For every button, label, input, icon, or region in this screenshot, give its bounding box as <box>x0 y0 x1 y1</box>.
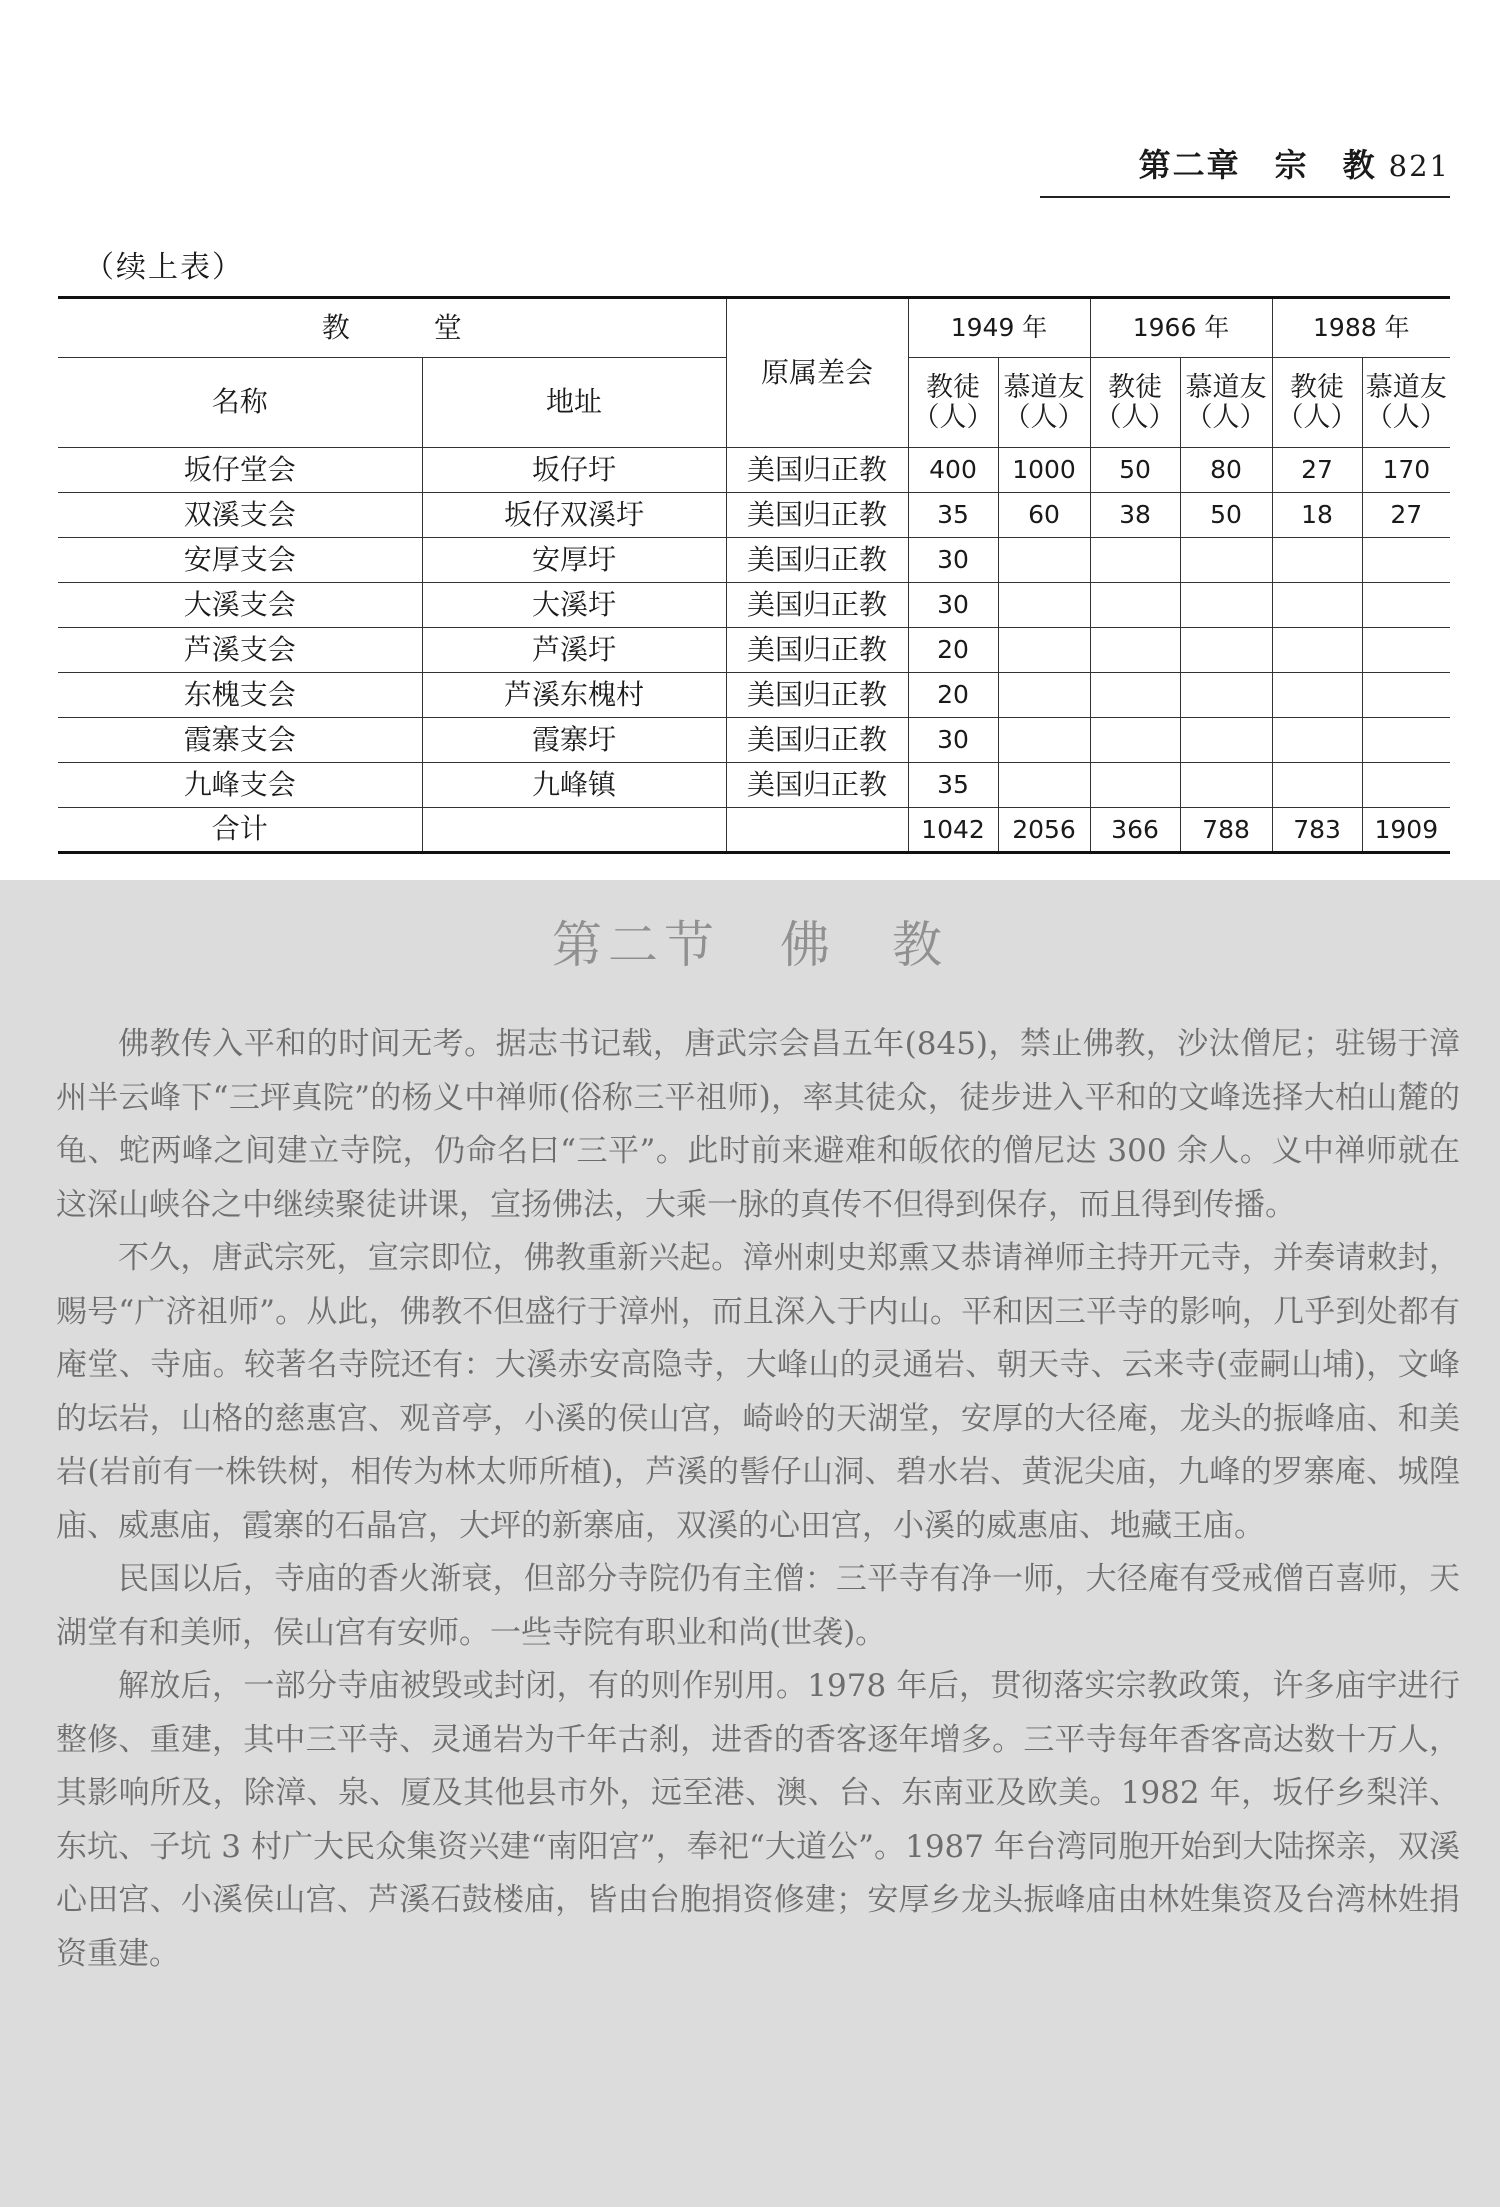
address-cell: 霞寨圩 <box>422 718 726 763</box>
address-cell: 坂仔圩 <box>422 448 726 493</box>
value-cell: 20 <box>908 628 998 673</box>
church-statistics-table <box>58 296 1450 854</box>
address-header: 地址 <box>422 358 726 448</box>
value-cell: 35 <box>908 493 998 538</box>
name-cell: 九峰支会 <box>58 763 422 808</box>
value-cell: 30 <box>908 718 998 763</box>
paragraph: 佛教传入平和的时间无考。据志书记载，唐武宗会昌五年(845)，禁止佛教，沙汰僧尼；驻锡于漳州半云峰下“三坪真院”的杨义中禅师(俗称三平祖师)，率其徒众，徒步进入平和的文峰选择大柏山麓的龟、蛇两峰之间建立寺院，仍命名曰“三平”。此时前来避难和皈依的僧尼达 300 余人。义中禅师就在这深山峡谷之中继续聚徒讲课，宣扬佛法，大乘一脉的真传不但得到保存，而且得到传播。 <box>56 1026 1460 1223</box>
believers-header: 教徒（人） <box>908 358 998 448</box>
value-cell: 20 <box>908 673 998 718</box>
value-cell <box>998 763 1090 808</box>
value-cell <box>1090 583 1180 628</box>
value-cell <box>1272 718 1362 763</box>
believers-header: 教徒（人） <box>1272 358 1362 448</box>
address-cell: 九峰镇 <box>422 763 726 808</box>
name-cell: 合计 <box>58 808 422 853</box>
value-cell <box>1180 763 1272 808</box>
paragraph: 解放后，一部分寺庙被毁或封闭，有的则作别用。1978 年后，贯彻落实宗教政策，许多庙宇进行整修、重建，其中三平寺、灵通岩为千年古刹，进香的香客逐年增多。三平寺每年香客高达数十万人，其影响所及，除漳、泉、厦及其他县市外，远至港、澳、台、东南亚及欧美。1982 年，坂仔乡梨洋、东坑、子坑 3 村广大民众集资兴建“南阳宫”，奉祀“大道公”。1987 年台湾同胞开始到大陆探亲，双溪心田宫、小溪侯山宫、芦溪石鼓楼庙，皆由台胞捐资修建；安厚乡龙头振峰庙由林姓集资及台湾林姓捐资重建。 <box>56 1668 1460 1972</box>
value-cell: 80 <box>1180 448 1272 493</box>
name-header: 名称 <box>58 358 422 448</box>
value-cell <box>998 718 1090 763</box>
mission-cell: 美国归正教 <box>726 538 908 583</box>
value-cell: 1000 <box>998 448 1090 493</box>
mission-cell: 美国归正教 <box>726 493 908 538</box>
table-row <box>58 493 1450 538</box>
value-cell: 50 <box>1180 493 1272 538</box>
year-header-1988: 1988 年 <box>1272 298 1450 358</box>
seekers-header: 慕道友（人） <box>998 358 1090 448</box>
mission-header: 原属差会 <box>726 298 908 448</box>
table-row <box>58 673 1450 718</box>
value-cell <box>998 583 1090 628</box>
year-header-1949: 1949 年 <box>908 298 1090 358</box>
value-cell: 30 <box>908 538 998 583</box>
value-cell: 50 <box>1090 448 1180 493</box>
value-cell: 27 <box>1272 448 1362 493</box>
value-cell: 30 <box>908 583 998 628</box>
address-cell: 芦溪圩 <box>422 628 726 673</box>
name-cell: 东槐支会 <box>58 673 422 718</box>
value-cell <box>998 628 1090 673</box>
value-cell: 366 <box>1090 808 1180 853</box>
believers-header: 教徒（人） <box>1090 358 1180 448</box>
name-cell: 大溪支会 <box>58 583 422 628</box>
value-cell <box>1272 673 1362 718</box>
mission-cell: 美国归正教 <box>726 628 908 673</box>
value-cell: 60 <box>998 493 1090 538</box>
value-cell <box>1272 538 1362 583</box>
page-number: 821 <box>1388 149 1450 183</box>
value-cell <box>1362 763 1450 808</box>
value-cell: 18 <box>1272 493 1362 538</box>
value-cell <box>1180 628 1272 673</box>
value-cell: 788 <box>1180 808 1272 853</box>
chapter-title: 第二章 宗 教 <box>1138 146 1377 184</box>
seekers-header: 慕道友（人） <box>1362 358 1450 448</box>
address-cell: 安厚圩 <box>422 538 726 583</box>
table-row <box>58 628 1450 673</box>
value-cell: 400 <box>908 448 998 493</box>
section-number: 第二节 <box>552 916 720 974</box>
total-row <box>58 808 1450 853</box>
name-cell: 安厚支会 <box>58 538 422 583</box>
paragraph: 不久，唐武宗死，宣宗即位，佛教重新兴起。漳州刺史郑熏又恭请禅师主持开元寺，并奏请敕封，赐号“广济祖师”。从此，佛教不但盛行于漳州，而且深入于内山。平和因三平寺的影响，几乎到处都有庵堂、寺庙。较著名寺院还有：大溪赤安高隐寺，大峰山的灵通岩、朝天寺、云来寺(壶嗣山埔)，文峰的坛岩，山格的慈惠宫、观音亭，小溪的侯山宫，崎岭的天湖堂，安厚的大径庵，龙头的振峰庙、和美岩(岩前有一株铁树，相传为林太师所植)，芦溪的髻仔山洞、碧水岩、黄泥尖庙，九峰的罗寨庵、城隍庙、威惠庙，霞寨的石晶宫，大坪的新寨庙，双溪的心田宫，小溪的威惠庙、地藏王庙。 <box>56 1240 1460 1544</box>
name-cell: 坂仔堂会 <box>58 448 422 493</box>
value-cell <box>1180 718 1272 763</box>
section-name: 佛 教 <box>780 916 948 974</box>
value-cell: 1042 <box>908 808 998 853</box>
address-cell: 芦溪东槐村 <box>422 673 726 718</box>
running-header <box>1040 140 1450 198</box>
name-cell: 霞寨支会 <box>58 718 422 763</box>
value-cell <box>1090 718 1180 763</box>
year-header-1966: 1966 年 <box>1090 298 1272 358</box>
value-cell <box>1272 763 1362 808</box>
value-cell <box>1090 538 1180 583</box>
paragraph: 民国以后，寺庙的香火渐衰，但部分寺院仍有主僧：三平寺有净一师，大径庵有受戒僧百喜师，天湖堂有和美师，侯山宫有安师。一些寺院有职业和尚(世袭)。 <box>56 1561 1460 1651</box>
seekers-header: 慕道友（人） <box>1180 358 1272 448</box>
church-group-header: 教 堂 <box>58 298 726 358</box>
value-cell <box>1272 583 1362 628</box>
value-cell: 35 <box>908 763 998 808</box>
value-cell <box>1090 628 1180 673</box>
name-cell: 双溪支会 <box>58 493 422 538</box>
name-cell: 芦溪支会 <box>58 628 422 673</box>
value-cell <box>1272 628 1362 673</box>
value-cell: 27 <box>1362 493 1450 538</box>
mission-cell: 美国归正教 <box>726 673 908 718</box>
table-row <box>58 538 1450 583</box>
value-cell: 170 <box>1362 448 1450 493</box>
continued-label: （续上表） <box>84 250 244 285</box>
section-body <box>56 1018 1460 1981</box>
value-cell <box>998 538 1090 583</box>
table-row <box>58 763 1450 808</box>
table-row <box>58 448 1450 493</box>
address-cell: 坂仔双溪圩 <box>422 493 726 538</box>
section-title <box>0 905 1500 977</box>
value-cell <box>1362 538 1450 583</box>
value-cell <box>1362 718 1450 763</box>
address-cell: 大溪圩 <box>422 583 726 628</box>
value-cell: 1909 <box>1362 808 1450 853</box>
value-cell <box>1180 673 1272 718</box>
mission-cell <box>726 808 908 853</box>
value-cell <box>1180 538 1272 583</box>
mission-cell: 美国归正教 <box>726 718 908 763</box>
value-cell <box>1180 583 1272 628</box>
value-cell <box>1362 628 1450 673</box>
value-cell <box>1362 583 1450 628</box>
mission-cell: 美国归正教 <box>726 763 908 808</box>
value-cell <box>998 673 1090 718</box>
value-cell <box>1362 673 1450 718</box>
value-cell <box>1090 673 1180 718</box>
address-cell <box>422 808 726 853</box>
mission-cell: 美国归正教 <box>726 448 908 493</box>
value-cell <box>1090 763 1180 808</box>
value-cell: 2056 <box>998 808 1090 853</box>
mission-cell: 美国归正教 <box>726 583 908 628</box>
table-row <box>58 718 1450 763</box>
value-cell: 38 <box>1090 493 1180 538</box>
value-cell: 783 <box>1272 808 1362 853</box>
table-row <box>58 583 1450 628</box>
